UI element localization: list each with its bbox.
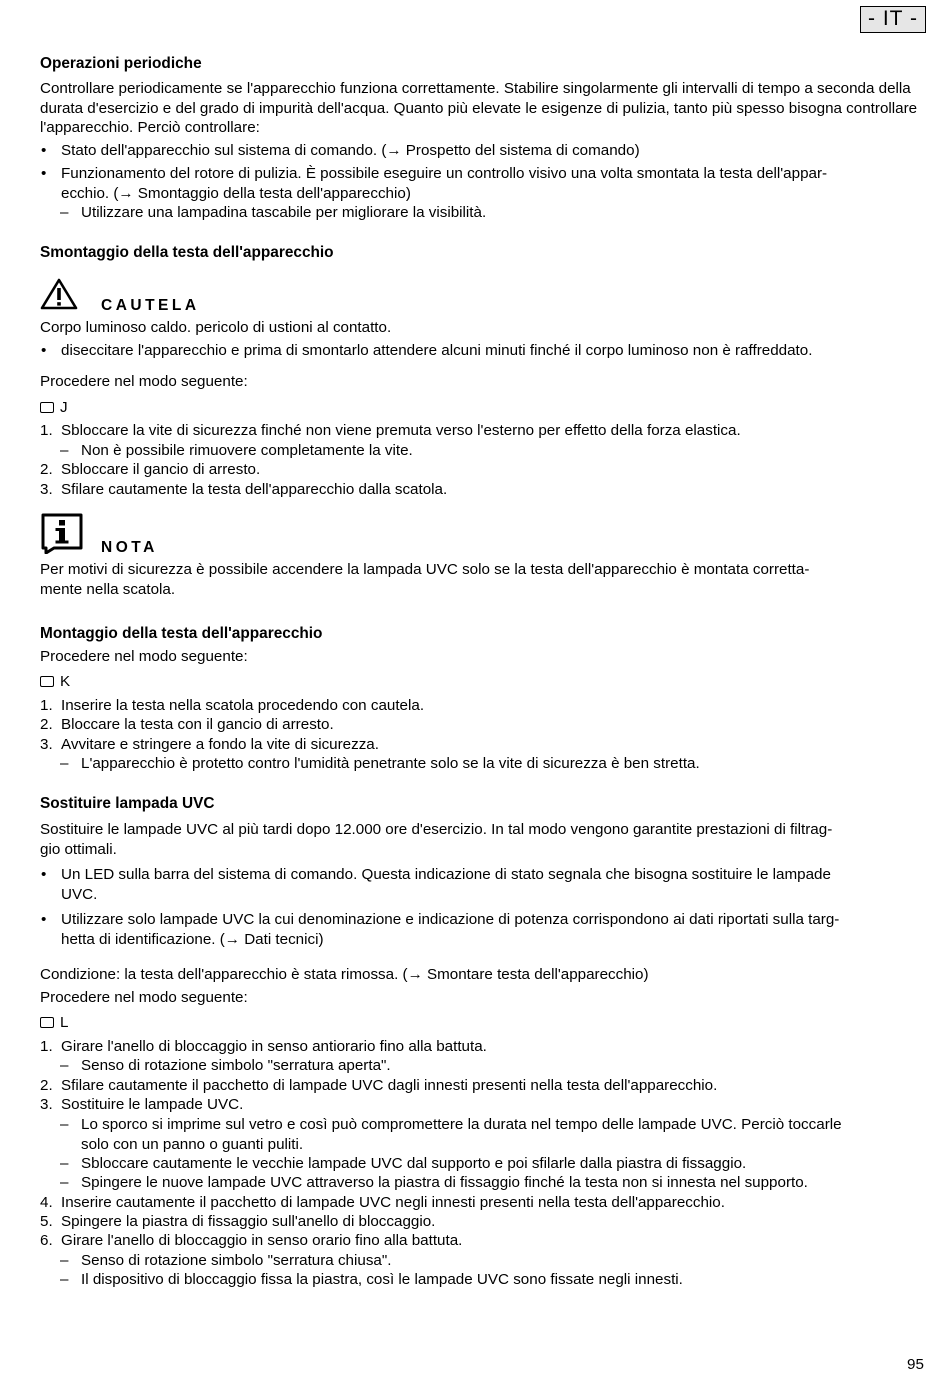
step-text: Sbloccare il gancio di arresto.	[61, 461, 261, 478]
dash-text: Senso di rotazione simbolo "serratura chiusa".	[81, 1252, 392, 1269]
caution-block	[40, 278, 930, 314]
bullet-line2: UVC.	[61, 885, 98, 903]
bullet-rotor-line1: Funzionamento del rotore di pulizia. È possibile eseguire un controllo visivo una volta smontata la testa dell'appar-	[61, 165, 828, 182]
step-text: Girare l'anello di bloccaggio in senso antiorario fino alla battuta.	[61, 1038, 487, 1055]
step-text: Sbloccare la vite di sicurezza finché non viene premuta verso l'esterno per effetto della forza elastica.	[61, 422, 741, 439]
step-4: 4. Inserire cautamente il pacchetto di lampade UVC negli innesti presenti nella testa dell'apparecchio.	[40, 1194, 725, 1211]
dash-text: Sbloccare cautamente le vecchie lampade UVC dal supporto e poi sfilarle dalla piastra di fissaggio.	[81, 1155, 747, 1172]
paragraph-replace-interval	[40, 820, 930, 859]
note-block	[40, 512, 930, 556]
bullet-line2: hetta di identificazione. (→ Dati tecnici)	[61, 930, 324, 948]
condition-text: Condizione: la testa dell'apparecchio è stata rimossa. (→ Smontare testa dell'apparecchio)	[40, 966, 649, 983]
paragraph-line2: gio ottimali.	[40, 840, 117, 858]
step-3: 3. Avvitare e stringere a fondo la vite di sicurezza.	[40, 736, 379, 753]
step-text: Girare l'anello di bloccaggio in senso orario fino alla battuta.	[61, 1232, 463, 1249]
dash-text: Spingere le nuove lampade UVC attraverso la piastra di fissaggio finché la testa non si innesta nel supporto.	[81, 1174, 808, 1191]
note-line2: mente nella scatola.	[40, 580, 176, 598]
step-1: 1. Girare l'anello di bloccaggio in senso antiorario fino alla battuta.	[40, 1038, 487, 1055]
step-1-dash: – Senso di rotazione simbolo "serratura aperta".	[60, 1057, 391, 1074]
figure-icon	[40, 402, 54, 413]
step-6-dash-1: – Senso di rotazione simbolo "serratura chiusa".	[60, 1252, 392, 1269]
caution-text: Corpo luminoso caldo. pericolo di ustioni al contatto.	[40, 319, 392, 336]
section-title-periodic-operations: Operazioni periodiche	[40, 55, 202, 72]
page-number: 95	[907, 1356, 924, 1373]
bullet-rotor-line2: ecchio. (→ Smontaggio della testa dell'apparecchio)	[61, 184, 411, 202]
step-3-dash: – L'apparecchio è protetto contro l'umidità penetrante solo se la vite di sicurezza è ben stretta.	[60, 755, 700, 772]
step-text: Sfilare cautamente il pacchetto di lampade UVC dagli innesti presenti nella testa dell'apparecchio.	[61, 1077, 718, 1094]
step-6: 6. Girare l'anello di bloccaggio in senso orario fino alla battuta.	[40, 1232, 463, 1249]
proceed-text: Procedere nel modo seguente:	[40, 989, 248, 1006]
dash-text: Non è possibile rimuovere completamente la vite.	[81, 442, 413, 459]
caution-bullet: • diseccitare l'apparecchio e prima di smontarlo attendere alcuni minuti finché il corpo luminoso non è raffreddato.	[40, 341, 950, 361]
info-icon	[40, 512, 84, 554]
proceed-text: Procedere nel modo seguente:	[40, 373, 248, 390]
figure-label: J	[60, 399, 68, 416]
figure-label: L	[60, 1014, 69, 1031]
step-2: 2. Sfilare cautamente il pacchetto di lampade UVC dagli innesti presenti nella testa dell'apparecchio.	[40, 1077, 718, 1094]
step-6-dash-2: – Il dispositivo di bloccaggio fissa la piastra, così le lampade UVC sono fissate negli innesti.	[60, 1271, 683, 1288]
bullet-line1: Un LED sulla barra del sistema di comando. Questa indicazione di stato segnala che bisogna sostituire le lampade	[61, 866, 831, 883]
step-2: 2. Bloccare la testa con il gancio di arresto.	[40, 716, 334, 733]
section-title-replace-uvc: Sostituire lampada UVC	[40, 795, 215, 812]
bullet-rotor-function	[40, 164, 950, 203]
dash-flashlight: – Utilizzare una lampadina tascabile per migliorare la visibilità.	[60, 204, 487, 221]
step-text: Spingere la piastra di fissaggio sull'anello di bloccaggio.	[61, 1213, 436, 1230]
step-text: Inserire la testa nella scatola procedendo con cautela.	[61, 697, 425, 714]
bullet-device-status: • Stato dell'apparecchio sul sistema di comando. (→ Prospetto del sistema di comando)	[40, 141, 950, 161]
figure-label: K	[60, 673, 71, 690]
step-3: 3. Sfilare cautamente la testa dell'apparecchio dalla scatola.	[40, 481, 448, 498]
dash-text: Senso di rotazione simbolo "serratura aperta".	[81, 1057, 391, 1074]
step-text: Sfilare cautamente la testa dell'apparecchio dalla scatola.	[61, 481, 448, 498]
language-tab: - IT -	[860, 6, 926, 33]
paragraph-periodic-check: Controllare periodicamente se l'apparecchio funziona correttamente. Stabilire singolarmente gli intervalli di tempo a seconda della durata d'esercizio e del grado di impurità dell'acqua. Quanto più elevate le esigenze di pulizia, tanto più spesso bisogna controllare l'apparecchio. Perciò controllare:	[40, 80, 918, 136]
step-1: 1. Inserire la testa nella scatola procedendo con cautela.	[40, 697, 425, 714]
dash-text: Il dispositivo di bloccaggio fissa la piastra, così le lampade UVC sono fissate negli innesti.	[81, 1271, 683, 1288]
proceed-text: Procedere nel modo seguente:	[40, 648, 248, 665]
step-3: 3. Sostituire le lampade UVC.	[40, 1096, 244, 1113]
dash-flashlight-text: Utilizzare una lampadina tascabile per migliorare la visibilità.	[81, 204, 487, 221]
step-3-dash-1: – Lo sporco si imprime sul vetro e così può compromettere la durata nel tempo delle lampade UVC. Perciò toccarle solo con un panno o guanti puliti.	[60, 1116, 842, 1153]
step-2: 2. Sbloccare il gancio di arresto.	[40, 461, 261, 478]
section-title-head-mounting: Montaggio della testa dell'apparecchio	[40, 625, 323, 642]
note-line1: Per motivi di sicurezza è possibile accendere la lampada UVC solo se la testa dell'apparecchio è montata corretta-	[40, 561, 810, 578]
step-1-dash: – Non è possibile rimuovere completamente la vite.	[60, 442, 413, 459]
step-3-dash-3: – Spingere le nuove lampade UVC attraverso la piastra di fissaggio finché la testa non si innesta nel supporto.	[60, 1174, 808, 1191]
note-label: NOTA	[101, 539, 158, 556]
dash-text-line1: Lo sporco si imprime sul vetro e così può compromettere la durata nel tempo delle lampade UVC. Perciò toccarle	[81, 1116, 842, 1133]
warning-triangle-icon	[40, 278, 78, 310]
paragraph-line1: Sostituire le lampade UVC al più tardi dopo 12.000 ore d'esercizio. In tal modo vengono garantite prestazioni di filtrag-	[40, 821, 833, 838]
figure-ref-j	[40, 398, 930, 418]
figure-ref-l	[40, 1013, 930, 1033]
section-title-head-removal: Smontaggio della testa dell'apparecchio	[40, 244, 334, 261]
caution-label: CAUTELA	[101, 297, 200, 314]
bullet-uvc-type	[40, 910, 950, 949]
figure-ref-k	[40, 672, 930, 692]
step-text: Bloccare la testa con il gancio di arresto.	[61, 716, 334, 733]
dash-text: L'apparecchio è protetto contro l'umidità penetrante solo se la vite di sicurezza è ben stretta.	[81, 755, 700, 772]
step-text: Avvitare e stringere a fondo la vite di sicurezza.	[61, 736, 379, 753]
bullet-line1: Utilizzare solo lampade UVC la cui denominazione e indicazione di potenza corrispondono ai dati riportati sulla targ-	[61, 911, 840, 928]
figure-icon	[40, 1017, 54, 1028]
note-text	[40, 560, 930, 599]
step-3-dash-2: – Sbloccare cautamente le vecchie lampade UVC dal supporto e poi sfilarle dalla piastra di fissaggio.	[60, 1155, 747, 1172]
step-5: 5. Spingere la piastra di fissaggio sull'anello di bloccaggio.	[40, 1213, 436, 1230]
step-text: Inserire cautamente il pacchetto di lampade UVC negli innesti presenti nella testa dell'apparecchio.	[61, 1194, 725, 1211]
dash-text-line2: solo con un panno o guanti puliti.	[81, 1135, 304, 1153]
bullet-led	[40, 865, 950, 904]
step-text: Sostituire le lampade UVC.	[61, 1096, 244, 1113]
figure-icon	[40, 676, 54, 687]
step-1: 1. Sbloccare la vite di sicurezza finché non viene premuta verso l'esterno per effetto della forza elastica.	[40, 422, 741, 439]
